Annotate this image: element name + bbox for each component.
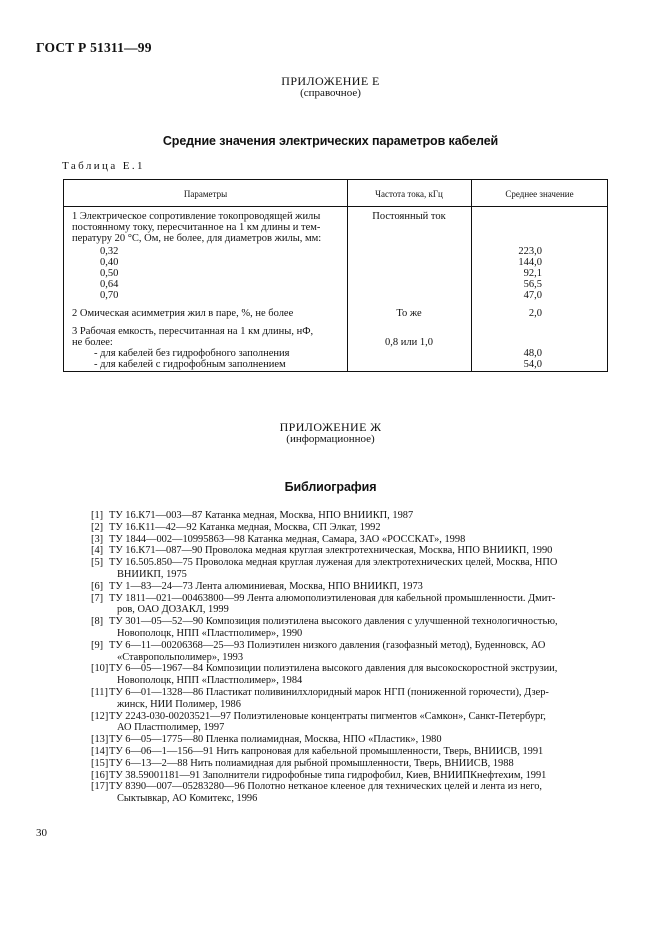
row3-item: - для кабелей без гидрофобного заполнения bbox=[94, 348, 290, 359]
bibliography-entry-line: ров, ОАО ДОЗАКЛ, 1999 bbox=[117, 604, 229, 616]
bibliography-index: [16] bbox=[91, 769, 109, 781]
appendix-e-subtitle: (справочное) bbox=[300, 87, 361, 99]
bibliography-index: [7] bbox=[91, 592, 104, 604]
row1-value: 144,0 bbox=[518, 257, 542, 268]
bibliography-entry-line: ТУ 6—05—1775—80 Пленка полиамидная, Москва, НПО «Пластик», 1980 bbox=[109, 734, 442, 746]
bibliography-entry-line: ТУ 1811—021—00463800—99 Лента алюмополиэтиленовая для кабельной промышленности. Дмит- bbox=[109, 592, 556, 604]
bibliography-index: [6] bbox=[91, 580, 104, 592]
bibliography-index: [5] bbox=[91, 557, 104, 569]
row1-value: 223,0 bbox=[518, 246, 542, 257]
bibliography-entry-line: ТУ 1—83—24—73 Лента алюминиевая, Москва, НПО ВНИИКП, 1973 bbox=[109, 580, 423, 592]
bibliography-entry-line: ТУ 1844—002—10995863—98 Катанка медная, Самара, ЗАО «РОССКАТ», 1998 bbox=[109, 533, 466, 545]
bibliography-entry-line: ТУ 16.К71—087—90 Проволока медная круглая электротехническая, Москва, НПО ВНИИКП, 1990 bbox=[109, 545, 553, 557]
row1-diameter: 0,40 bbox=[100, 257, 119, 268]
bibliography-entry-line: ТУ 6—06—1—156—91 Нить капроновая для кабельной промышленности, Тверь, ВНИИСВ, 1991 bbox=[109, 746, 544, 757]
appendix-e-heading: Средние значения электрических параметров кабелей bbox=[162, 134, 499, 148]
row2-value: 2,0 bbox=[528, 308, 542, 319]
bibliography-entry-line: Новополоцк, НПП «Пластполимер», 1990 bbox=[117, 628, 303, 639]
bibliography-entry-line: ТУ 2243-030-00203521—97 Полиэтиленовые концентраты пигментов «Самкон», Санкт-Петербург, bbox=[109, 710, 546, 722]
bibliography-entry-line: ВНИИКП, 1975 bbox=[117, 569, 187, 580]
bibliography-list bbox=[91, 510, 611, 820]
row3-value: 54,0 bbox=[523, 359, 542, 370]
bibliography-entry-line: ТУ 6—11—00206368—25—93 Полиэтилен низкого давления (газофазный метод), Буденновск, АО bbox=[109, 639, 546, 651]
table-col-divider bbox=[471, 180, 472, 371]
bibliography-index: [2] bbox=[91, 521, 104, 533]
page-number: 30 bbox=[36, 827, 47, 839]
row1-diameter: 0,50 bbox=[100, 268, 119, 279]
appendix-e-title: ПРИЛОЖЕНИЕ Е bbox=[281, 74, 380, 88]
table-header-divider bbox=[64, 206, 607, 207]
bibliography-entry-line: ТУ 6—13—2—88 Нить полиамидная для рыбной промышленности, Тверь, ВНИИСВ, 1988 bbox=[109, 757, 514, 769]
bibliography-heading: Библиография bbox=[284, 480, 377, 494]
row2-text: 2 Омическая асимметрия жил в паре, %, не более bbox=[72, 308, 294, 319]
row1-diameter: 0,64 bbox=[100, 279, 119, 290]
bibliography-entry-line: АО Пластполимер, 1997 bbox=[117, 722, 225, 734]
row1-diameter: 0,70 bbox=[100, 290, 119, 301]
bibliography-entry-line: ТУ 6—01—1328—86 Пластикат поливинилхлоридный марок НГП (пониженной горючести), Дзер- bbox=[109, 687, 549, 698]
row1-text-line: 1 Электрическое сопротивление токопроводящей жилы bbox=[72, 211, 321, 222]
table-header-frequency: Частота тока, кГц bbox=[375, 189, 443, 199]
row1-frequency: Постоянный ток bbox=[372, 211, 446, 222]
bibliography-index: [8] bbox=[91, 616, 104, 628]
bibliography-index: [9] bbox=[91, 639, 104, 651]
bibliography-index: [3] bbox=[91, 533, 104, 545]
row1-value: 47,0 bbox=[523, 290, 542, 301]
bibliography-entry-line: «Ставропольполимер», 1993 bbox=[117, 651, 244, 663]
bibliography-index: [1] bbox=[91, 510, 104, 521]
row3-frequency: 0,8 или 1,0 bbox=[385, 337, 433, 348]
row3-text-line: 3 Рабочая емкость, пересчитанная на 1 км длины, нФ, bbox=[72, 326, 314, 337]
appendix-zh-title: ПРИЛОЖЕНИЕ Ж bbox=[279, 420, 382, 434]
row1-text-line: постоянному току, пересчитанное на 1 км длины и тем- bbox=[72, 222, 321, 233]
bibliography-entry-line: ТУ 38.59001181—91 Заполнители гидрофобные типа гидрофобил, Киев, ВНИИПКнефтехим, 1991 bbox=[109, 769, 547, 781]
bibliography-entry-line: ТУ 8390—007—05283280—96 Полотно нетканое клееное для технических целей и лента из него, bbox=[109, 781, 542, 793]
row1-value: 56,5 bbox=[523, 279, 542, 290]
bibliography-entry-line: ТУ 6—05—1967—84 Композиции полиэтилена высокого давления для высокоскоростной экструзии, bbox=[109, 663, 558, 675]
appendix-zh-subtitle: (информационное) bbox=[286, 433, 375, 445]
bibliography-entry-line: Новополоцк, НПП «Пластполимер», 1984 bbox=[117, 675, 303, 687]
bibliography-entry-line: ТУ 16.К71—003—87 Катанка медная, Москва, НПО ВНИИКП, 1987 bbox=[109, 510, 414, 521]
bibliography-index: [12] bbox=[91, 710, 109, 722]
bibliography-index: [15] bbox=[91, 757, 109, 769]
row3-value: 48,0 bbox=[523, 348, 542, 359]
row1-text-line: пературу 20 °С, Ом, не более, для диаметров жилы, мм: bbox=[72, 233, 322, 244]
bibliography-index: [10] bbox=[91, 663, 109, 675]
bibliography-entry-line: Сыктывкар, АО Комитекс, 1996 bbox=[117, 793, 258, 805]
bibliography-entry-line: жинск, НИИ Полимер, 1986 bbox=[117, 698, 241, 710]
bibliography-index: [4] bbox=[91, 545, 104, 557]
parameters-table bbox=[63, 179, 608, 372]
table-header-params: Параметры bbox=[183, 189, 228, 199]
row2-frequency: То же bbox=[396, 308, 422, 319]
table-label: Таблица Е.1 bbox=[62, 160, 145, 172]
bibliography-index: [11] bbox=[91, 687, 108, 698]
bibliography-entry-line: ТУ 301—05—52—90 Композиция полиэтилена высокого давления с улучшенной технологичностью, bbox=[109, 616, 558, 628]
row3-text-line: не более: bbox=[72, 337, 113, 348]
bibliography-index: [13] bbox=[91, 734, 109, 746]
bibliography-entry-line: ТУ 16.К11—42—92 Катанка медная, Москва, СП Элкат, 1992 bbox=[109, 521, 381, 533]
row3-item: - для кабелей с гидрофобным заполнением bbox=[94, 359, 286, 370]
document-header: ГОСТ Р 51311—99 bbox=[36, 40, 152, 55]
bibliography-index: [14] bbox=[91, 746, 109, 757]
bibliography-entry-line: ТУ 16.505.850—75 Проволока медная круглая луженая для электротехнических целей, Москва, НПО bbox=[109, 557, 558, 569]
row1-diameter: 0,32 bbox=[100, 246, 119, 257]
table-header-value: Среднее значение bbox=[505, 189, 574, 199]
row1-value: 92,1 bbox=[523, 268, 542, 279]
bibliography-index: [17] bbox=[91, 781, 109, 793]
